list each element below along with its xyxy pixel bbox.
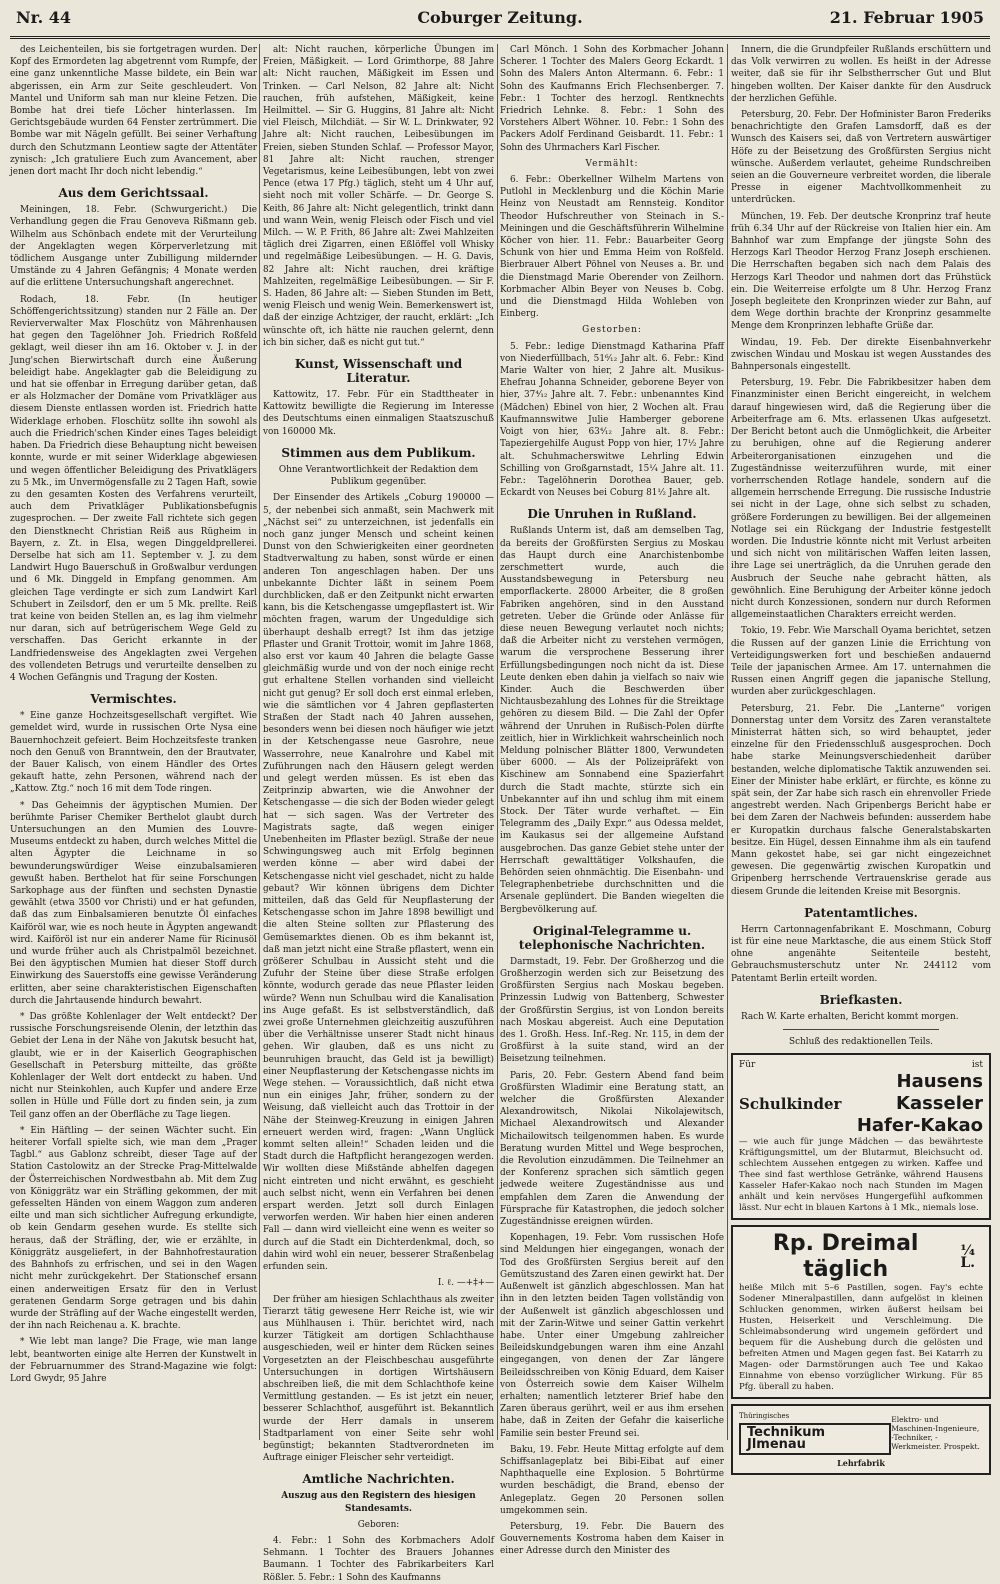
article-text: des Leichenteilen, bis sie fortgetragen wurden. Der Kopf des Ermordeten lag abgetrennt vom Rumpfe, der eine ganz unkenntliche Masse bildete, ein Bein war abgerissen, ein Arm zur Seite geschleudert. Von Mantel und Uniform sah man nur kleine Fetzen. Die Bombe hat drei tiefe Löcher hinterlassen. Im Gerichtsgebäude wurden 64 Fenster zertrümmert. Die Bombe war mit Nägeln gefüllt. Bei seiner Verhaftung durch den Schutzmann Leontiew sagte der Attentäter zynisch: „Ich gratuliere Euch zum Avancement, aber jenen dort macht Ihr doch nicht lebendig.“ bbox=[10, 45, 257, 178]
ad-body-text: — wie auch für junge Mädchen — das bewährteste Kräftigungsmittel, um der Blutarmut, Bleichsucht od. schlechtem Aussehen entgegen zu wirken. Kaffee und Thee sind fast werthlose Getränke, während Hausens Kasseler Hafer-Kakao noch nach Stunden im Magen anhält und kein nervöses Hungergefühl aufkommen lässt. Nur echt in blauen Kartons à 1 Mk., niemals lose. bbox=[739, 1137, 983, 1214]
article-subtitle: Auszug aus den Registern des hiesigen Standesamts. bbox=[281, 1491, 476, 1514]
column-2 bbox=[263, 44, 494, 1583]
article-text: Der früher am hiesigen Schlachthaus als zweiter Tierarzt tätig gewesene Herr Reiche ist, wie wir aus Mühlhausen i. Thür. berichtet wird, nach kurzer Tätigkeit am dortigen Schlachthause ausgeschieden, weil er hinter dem Rücken seines Vorgesetzten an der Fleischbeschau ausgeführte Untersuchungen in dortigen Wirtshäusern abschreiben ließ, die mit dem Schlachthofe keine Vermittlung gestanden. — Es ist jetzt ein neuer, besserer Schlachthof, ausgeführt ist. Bekanntlich wurde der Herr damals in unserem Stadtparlament von einer Seite sehr wohl begünstigt; bekannten Stadtverordneten im Auftrage einiger Fleischer sehr verteidigt. bbox=[263, 1294, 494, 1464]
ad-target-group: Schulkinder bbox=[739, 1095, 842, 1114]
article-text: * Wie lebt man lange? Die Frage, wie man lange lebt, beantworten einige alte Herren der Kunstwelt in der Februarnummer des Strand-Magazine wie folgt: Lord Gwydr, 95 Jahre bbox=[10, 1337, 257, 1384]
ad-for-label: Für bbox=[739, 1060, 756, 1071]
issue-date: 21. Februar 1905 bbox=[829, 8, 984, 27]
article-text: 6. Febr.: Oberkellner Wilhelm Martens von Putlohl in Mecklenburg und die Köchin Marie Heinz von Neustadt am Rennsteig. Konditor Theodor Hufschreuther von Steinach in S.-Meiningen und die Geschäftsführerin Wilhelmine Köcher von hier. 11. Febr.: Bauarbeiter Georg Schunk von hier und Emma Heim von Roßfeld. Bierbrauer Albert Pöhnel von Neuses a. Br. und die Dienstmagd Marie Oberender von Zeilhorn. Korbmacher Albin Beyer von Neuses b. Cobg. und die Dienstmagd Hilda Wohleben von Einberg. bbox=[500, 175, 724, 320]
ad-headline: Rp. Dreimal täglich bbox=[772, 1231, 919, 1283]
article-text: Petersburg, 19. Febr. Die Bauern des Gouvernements Kostroma haben dem Kaiser in einer Adresse durch den Minister des bbox=[500, 1521, 724, 1557]
ad-region: Thüringisches bbox=[739, 1412, 790, 1421]
ad-dosage: ¹⁄₄ L. bbox=[960, 1243, 976, 1272]
article-text: Paris, 20. Febr. Gestern Abend fand beim Großfürsten Wladimir eine Beratung statt, an welcher die Großfürsten Alexander Alexandrowitsch, Nikolai Nikolajewitsch, Michael Alexandrowitsch und Alexander Michailowitsch teilgenommen haben. Es wurde Beratung wurden Mittel und Wege besprochen, die Revolution einzudämmen. Die Teilnehmer an der Konferenz sprachen sich sämtlich gegen jedwede weitere Zugeständnisse aus und empfahlen dem Zaren die Anwendung der Fürsprache für Katastrophen, die jedoch solcher Zugeständnisse ereignen würden. bbox=[500, 1070, 724, 1228]
article-text: Petersburg, 21. Febr. Die „Lanterne“ vorigen Donnerstag unter dem Vorsitz des Zaren veranstaltete Ministerrat hätten sich, so wird behauptet, jeder einzelne für den Friedensschluß ausgesprochen. Doch habe starke Meinungsverschiedenheit darüber bestanden, welche diplomatische Taktik anzuwenden sei. Einer der Minister habe erklärt, er fürchte, es könne zu spät sein, der Zar habe sich rasch ein ehrenvoller Friede angestrebt werden. Nach Gripenbergs Bericht habe er bei dem Zaren der Nachweis befunden: ausserdem habe er Kuropatkin durchaus falsche Generalstabskarten besitze. Ein Hügel, dessen Einnahme ihm als ein taufend Mann gekostet habe, sei gar nicht eingezeichnet gewesen. Die gegenwärtig zwischen Kuropatkin und Gripenberg herrschende Vertrauenskrise gerade aus diesem Grunde die leitenden Kreise mit Besorgnis. bbox=[731, 703, 991, 897]
subheading: Vermählt: bbox=[585, 158, 639, 169]
article-text: Rodach, 18. Febr. (In heutiger Schöffengerichtssitzung) standen nur 2 Fälle an. Der Revierverwalter Max Floschütz von Mährenhausen hat gegen den Tagelöhner Joh. Friedrich Roßfeld geklagt, weil dieser ihn am 16. Oktober v. J. in der Jung'schen Bierwirtschaft durch eine Äußerung beleidigt habe. Angeklagter gab die Beleidigung zu und hat sie offenbar in Erregung darüber getan, daß er als Holzmacher der Domäne vom Privatkläger aus diesem Dienste entlassen worden ist. Friedrich hatte Widerklage erhoben. Floschütz sollte ihn sowohl als auch die Friedrich'schen Kinder eines Tages beleidigt haben. Da Friedrich diese Behauptung nicht beweisen konnte, wurde er mit seiner Widerklage abgewiesen und wegen öffentlicher Beleidigung des Privatklägers zu 5 Mk., im Unvermögensfalle zu 2 Tagen Haft, sowie zu den gesamten Kosten des Verfahrens verurteilt, auch dem Privatkläger Publikationsbefugnis zugesprochen. — Der zweite Fall richtete sich gegen den Dienstknecht Christian Reiß aus Rügheim in Bayern, z. Zt. in Elsa, wegen Dinggeldprellerei. Derselbe hat sich am 11. September v. J. zu dem Landwirt Hugo Bauerschuß in Großwalbur verdungen und 6 Mk. Dinggeld in Empfang genommen. Am gleichen Tage verdingte er sich zum Landwirt Karl Schubert in Zeilsdorf, den er um 5 Mk. prellte. Reiß trat keine von beiden Stellen an, es lag ihm vielmehr nur daran, sich auf betrügerischem Wege Geld zu verschaffen. Das Gericht erkannte in der Landfriedensweise des Angeklagten zwei Vergehen des vollendeten Betrugs und verurteilte denselben zu 4 Wochen Gefängnis und Tragung der Kosten. bbox=[10, 294, 257, 683]
subheading: Gestorben: bbox=[582, 325, 642, 336]
column-1 bbox=[10, 44, 257, 1440]
article-text: Innern, die die Grundpfeiler Rußlands erschüttern und das Volk verwirren zu wollen. Es heißt in der Adresse weiter, daß sie für ihr Selbstherrscher Gut und Blut hingeben wollten. Der Kaiser dankte für den Ausdruck der herzlichen Gefühle. bbox=[731, 45, 991, 104]
end-editorial-note: Schluß des redaktionellen Teils. bbox=[789, 1037, 933, 1048]
column-divider bbox=[259, 44, 260, 1440]
article-text: München, 19. Feb. Der deutsche Kronprinz traf heute früh 6.34 Uhr auf der Rückreise von Italien hier ein. Am Bahnhof war zum Empfange der jüngste Sohn des Herzogs Karl Theodor Herzog Franz Joseph erschienen. Die Herrschaften begaben sich nach dem Palais des Herzogs Karl Theodor und nahmen dort das Frühstück ein. Die Weiterreise erfolgte um 8 Uhr. Herzog Franz Joseph begleitete den Kronprinzen wieder zur Bahn, auf dem Wege dorthin brachte der Kronprinz gesammelte Menge dem Kronprinzen lebhafte Grüße dar. bbox=[731, 211, 991, 332]
article-text: Darmstadt, 19. Febr. Der Großherzog und die Großherzogin werden sich zur Beisetzung des Großfürsten Sergius nach Moskau begeben. Prinzessin Ludwig von Battenberg, Schwester der Großfürstin Sergius, ist von London bereits nach Moskau abgereist. Auch eine Deputation des 1. Großh. Hess. Inf.-Reg. Nr. 115, in dem der Großfürst à la suite stand, wird an der Beisetzung teilnehmen. bbox=[500, 956, 724, 1065]
ad-body-text: heiße Milch mit 5–6 Pastillen, sogen. Fay's echte Sodener Mineralpastillen, dann aufgelöst in kleinen Schlucken genommen, wirken äußerst heilsam bei Husten, Heiserkeit und Verschleimung. Die Schleimabsonderung wird ungemein gefördert und bequem für die Aushebung durch die gelösten und befreiten Atmen und Magen gegen fast. Bei Katarrh zu Magen- oder Darmstörungen auch Tee und Kakao Einnahme von ebenso vorzüglicher Wirkung. Für 85 Pfg. überall zu haben. bbox=[739, 1283, 983, 1393]
article-text: 5. Febr.: ledige Dienstmagd Katharina Pfaff von Niederfüllbach, 51⁶⁄₁₂ Jahr alt. 6. Febr.: Kind Marie Walter von hier, 2 Jahre alt. Musikus-Ehefrau Johanna Schneider, geborene Beyer von hier, 37⁴⁄₁₂ Jahre alt. 7. Febr.: unbenanntes Kind (Mädchen) Ebinel von hier, 2 Wochen alt. Frau Kaufmannswitwe Julie Hamberger geborene Voigt von hier, 63⁴⁄₁₂ Jahre alt. 8. Febr.: Tapeziergehilfe August Popp von hier, 17¹⁄₂ Jahre alt. Schuhmacherswitwe Lehrling Edwin Schilling von Großgarnstadt, 15¹⁄₄ Jahre alt. 11. Febr.: Tagelöhnerin Dorothea Bauer, geb. Eckardt von Neuses bei Coburg 81¹⁄₂ Jahre alt. bbox=[500, 341, 724, 499]
section-heading: Original-Telegramme u. telephonische Nachrichten. bbox=[518, 923, 706, 952]
section-heading: Vermischtes. bbox=[90, 692, 177, 707]
article-text: Carl Mönch. 1 Sohn des Korbmacher Johann Scherer. 1 Tochter des Malers Georg Eckardt. 1 Sohn des Malers Anton Altermann. 6. Febr.: 1 Sohn des Kaufmanns Erich Flechsenberger. 7. Febr.: 1 Tochter des herzogl. Rentknechts Friedrich Lehnke. 8. Febr.: 1 Sohn des Vorstehers Albert Wöhner. 10. Febr.: 1 Sohn des Packers Adolf Ferdinand Geisbardt. 11. Febr.: 1 Sohn des Uhrmachers Karl Fischer. bbox=[500, 45, 724, 153]
article-text: Rußlands Unterm ist, daß am demselben Tag, da bereits der Großfürsten Sergius zu Moskau das Haupt durch eine Anarchistenbombe zerschmettert wurde, auch die Ausstandsbewegung in Petersburg neu emporflackerte. 28000 Arbeiter, die 8 großen Fabriken angehören, sind in den Ausstand getreten. Ueber die Gründe oder Anlässe für diese neuen Bewegung verlautet noch nichts; daß die Arbeiter nicht zu verstehen vermögen, warum die versprochene Besserung ihrer Erfüllungsbedingungen noch nicht da ist. Diese Leute denken eben dahin ja vielfach so naiv wie Kinder. Auch die Beschwerden über Nichtausbezahlung des Lohnes für die Streiktage gehören zu diesem Bild. — Die Zahl der Opfer während der Unruhen in Rußisch-Polen dürfte zeitlich, hier in Wirklichkeit wahrscheinlich noch Meldung polnischer Blätter 1800, Verwundeten über 6000. — Als der Polizeipräfekt von Kischinew am Sonnabend eine Spazierfahrt durch die Stadt machte, stürzte sich ein Unbekannter auf ihn und schlug ihm mit einem Stock. Der Täter wurde verhaftet. — Ein Telegramm des „Daily Expr.“ aus Odessa meldet, im Kaukasus sei der allgemeine Aufstand ausgebrochen. Das ganze Gebiet stehe unter der Herrschaft gewalttätiger Volkshaufen, die Behörden seien ohnmächtig. Die Eisenbahn- und Telegraphenbetriebe durchschnitten und die Arsenale geplündert. Die Banden wiegelten die Bergbevölkerung auf. bbox=[500, 526, 724, 915]
article-subtitle: Ohne Verantwortlichkeit der Redaktion dem Publikum gegenüber. bbox=[278, 464, 479, 488]
ad-footer: Lehrfabrik bbox=[837, 1458, 885, 1469]
ad-product-title: Hafer-Kakao bbox=[856, 1115, 983, 1137]
article-text: Petersburg, 20. Febr. Der Hofminister Baron Frederiks benachrichtigte den Grafen Lamsdorff, daß es der Wunsch des Kaisers sei, daß von Vertretern auswärtiger Höfe zu der Beisetzung des Großfürsten Sergius nicht wünsche. Außerdem verlautet, geheime Rundschreiben seien an die Gouverneure verbreitet worden, die liberale Presse in eigener Machtvollkommenheit zu unterdrücken. bbox=[731, 110, 991, 206]
article-text: Baku, 19. Febr. Heute Mittag erfolgte auf dem Schiffsanlageplatz bei Bibi-Eibat auf einer Naphthaquelle eine Explosion. 5 Bohrtürme wurden beschädigt, die Brand, ebenso der Anlegeplatz. Gegen 20 Personen sollen umgekommen sein. bbox=[500, 1444, 724, 1516]
ad-programs: Elektro- und Maschinen-Ingenieure, -Techniker, -Werkmeister. Prospekt. bbox=[891, 1414, 980, 1451]
signature: I. ℓ. —+‡+— bbox=[437, 1278, 494, 1289]
article-text: Windau, 19. Feb. Der direkte Eisenbahnverkehr zwischen Windau und Moskau ist wegen Ausstandes des Bahnpersonals eingestellt. bbox=[731, 337, 991, 373]
section-heading: Aus dem Gerichtssaal. bbox=[58, 186, 209, 201]
article-text: Kopenhagen, 19. Febr. Vom russischen Hofe sind Meldungen hier eingegangen, wonach der Tod des Großfürsten Sergius bereit auf den Gemütszustand des Zaren einen gewirkt hat. Der Außenwelt ist gänzlich abgeschlossen. Man hat ihn in den letzten beiden Tagen vollständig von der Außenwelt ist gänzlich abgeschlossen und mit der Zarin-Witwe und seiner Gattin verkehrt habe. Unter einer Umgebung zahlreicher Beileidskundgebungen waren ihm eine Anzahl eingegangen, von denen der Zar längere Beileidsschreiben von König Eduard, dem Kaiser von Österreich sowie dem Kaiser Wilhelm erhalten; namentlich letzterer Brief habe den Zaren überaus gerührt, weil er aus ihm ersehen habe, daß in Zeiten der Gefahr die kaiserliche Familie sein bester Freund sei. bbox=[500, 1233, 724, 1439]
article-text: Rach W. Karte erhalten, Bericht kommt morgen. bbox=[741, 1011, 959, 1022]
page-number: Nr. 44 bbox=[16, 8, 71, 27]
article-text: Kattowitz, 17. Febr. Für ein Stadttheater in Kattowitz bewilligte die Regierung im Interesse des Deutschtums einen einmaligen Staatszuschuß von 160000 Mk. bbox=[263, 390, 494, 437]
article-text: Herrn Cartonnagenfabrikant E. Moschmann, Coburg ist für eine neue Marktasche, die aus einem Stück Stoff ohne angenähte Seitenteile besteht, Gebrauchsmusterschutz unter Nr. 244112 vom Patentamt Berlin erteilt worden. bbox=[731, 924, 991, 984]
article-text: * Eine ganze Hochzeitsgesellschaft vergiftet. Wie gemeldet wird, wurde in russischen Orte Nysa eine Bauernhochzeit gefeiert. Beim Hochzeitsfeste tranken noch den Genuß von Branntwein, den der Brautvater, der Bauer Kalisch, von einem Händler des Ortes gekauft hatte, zehn Personen, während nach der „Kattow. Ztg.“ noch 16 mit dem Tode ringen. bbox=[10, 711, 257, 795]
advertisement-hafer-kakao bbox=[731, 1053, 991, 1220]
section-heading: Briefkasten. bbox=[819, 992, 903, 1007]
newspaper-title: Coburger Zeitung. bbox=[417, 8, 583, 27]
column-4 bbox=[731, 44, 991, 1469]
section-heading: Amtliche Nachrichten. bbox=[302, 1472, 455, 1487]
section-heading: Patentamtliches. bbox=[804, 905, 918, 920]
advertisement-mineralpastillen bbox=[731, 1225, 991, 1399]
article-text: Meiningen, 18. Febr. (Schwurgericht.) Die Verhandlung gegen die Frau Genoveva Rißmann geb. Wilhelm aus Schönbach endete mit der Verurteilung der Angeklagten wegen Körperverletzung mit tödlichem Ausgange unter Zubilligung mildernder Umstände zu 4 Jahren Gefängnis; 4 Monate werden auf die erlittene Untersuchungshaft angerechnet. bbox=[10, 205, 257, 289]
article-text: * Das Geheimnis der ägyptischen Mumien. Der berühmte Pariser Chemiker Berthelot glaubt durch Untersuchungen an den Mumien des Louvre-Museums entdeckt zu haben, durch welches Mittel die alten Ägypter die Leichname in so bewunderungswürdiger Weise einzubalsamieren gewußt haben. Berthelot hat für seine Forschungen Sarkophage aus der fünften und sechsten Dynastie gewählt (etwa 3500 vor Christi) und er hat gefunden, daß das zum Einbalsamieren benutzte Öl einfaches Kaiföröl war, wie es noch heute in Ägypten angewandt wird. Kaiföröl ist nur ein anderer Name für Ricinusöl und wurde früher auch als Christpalmöl bezeichnet. Bei den ägyptischen Mumien hat dieser Stoff durch Einwirkung des Sauerstoffs eine gewisse Veränderung erlitten, aber seine charakteristischen Eigenschaften durch die Jahrtausende hindurch bewahrt. bbox=[10, 800, 257, 1006]
article-text: * Ein Häftling — der seinen Wächter sucht. Ein heiterer Vorfall spielte sich, wie man dem „Prager Tagbl.“ aus Gablonz schreibt, dieser Tage auf der Station Castolowitz an der Strecke Prag-Mittelwalde der Österreichischen Nordwestbahn ab. Mit dem Zug von Königgrätz war ein Sträfling gekommen, der mit gefesselten Händen von einem Waggon zum anderen eilte und man sich sichtlicher Aufregung erkundigte, ob kein Gendarm gesehen wurde. Es stellte sich heraus, daß der Sträfling, der, wie er erzählte, in Königgrätz ausgeliefert, in der Bahnhofrestauration des Bahnhofs zu erfrischen, und sei in den Wagen nicht mehr zurückgekehrt. Der Stationschef ersann einen anderweitigen Ersatz für den in Verlust geratenen Gendarm Sorge getragen und bis dahin wurde der Sträfling auf der Wache eingestellt werden, der ihn nach Reichenau a. K. brachte. bbox=[10, 1125, 257, 1332]
ad-is-label: ist bbox=[971, 1060, 983, 1071]
section-heading: Die Unruhen in Rußland. bbox=[527, 507, 697, 522]
article-text: alt: Nicht rauchen, körperliche Übungen im Freien, Mäßigkeit. — Lord Grimthorpe, 88 Jahre alt: Nicht rauchen, Mäßigkeit im Essen und Trinken. — Carl Nelson, 82 Jahre alt: Nicht rauchen, früh aufstehen, Mäßigkeit, keine Heilmittel. — Sir G. Huggins, 81 Jahre alt: Nicht viel Fleisch, Milchdiät. — Sir W. L. Drinkwater, 92 Jahre alt: Nicht rauchen, Leibesübungen im Freien, sieben Stunden Schlaf. — Professor Mayor, 81 Jahre alt: Nicht rauchen, strenger Vegetarismus, keine Leibesübungen, lebt von zwei Pence (etwa 17 Pfg.) täglich, steht um 4 Uhr auf, sieht noch mit voller Schärfe. — Dr. George S. Keith, 86 Jahre alt: Nicht gelegentlich, trinkt dann und wann Wein, wenig Fleisch oder Fisch und viel Milch. — W. P. Frith, 86 Jahre alt: Zwei Mahlzeiten täglich drei Zigarren, einen Eßlöffel voll Whisky und regelmäßige Leibesübungen. — H. G. Davis, 82 Jahre alt: Nicht rauchen, drei kräftige Mahlzeiten, regelmäßige Leibesübungen. — Sir F. S. Haden, 86 Jahre alt: — Sieben Stunden im Bett, wenig Fleisch und wenig Wein. Bemerkenswert ist, daß der einzige Achtziger, der raucht, erklärt: „Ich wünschte oft, ich hätte nie rauchen gelernt, denn ich bin sicher, daß es nicht gut tut.“ bbox=[263, 45, 494, 348]
article-text: Tokio, 19. Febr. Wie Marschall Oyama berichtet, setzen die Russen auf der ganzen Linie die Errichtung von Verteidigungswerken fort und beschießen andauernd Teile der japanischen Armee. Am 17. unternahmen die Russen einen Angriff gegen die japanische Stellung, wurden aber zurückgeschlagen. bbox=[731, 626, 991, 698]
page-header bbox=[10, 6, 990, 39]
ad-brand-title: Hausens Kasseler bbox=[896, 1071, 983, 1115]
ad-school-logo: Technikum Jlmenau bbox=[739, 1423, 891, 1455]
column-3 bbox=[500, 44, 724, 1557]
section-heading: Stimmen aus dem Publikum. bbox=[281, 445, 476, 460]
advertisement-technikum bbox=[731, 1404, 991, 1475]
article-text: Petersburg, 19. Febr. Die Fabrikbesitzer haben dem Finanzminister einen Bericht eingereicht, in welchem darauf hingewiesen wird, daß die Regierung über die Arbeiterfrage am 6. Mts. erlassenen Ukas aufgesetzt. Der Bericht betont auch die Unmöglichkeit, die Arbeiter zu beruhigen, ohne auf die Regierung anderer Arbeiterorganisationen einzugehen und die Zugeständnisse weiterzuführen wurde, mit einer vorherrschenden Rotlage handele, sondern auf die allgemein herrschende Erregung. Die russische Industrie sei nicht in der Lage, ohne sich selbst zu schaden, größere Forderungen zu bewilligen. Bei der allgemeinen Notlage sei ein Rückgang der Industrie festgestellt worden. Die Industrie könnte nicht mit Verlust arbeiten und sich nicht von militärischen Waffen leiten lassen, ihre Lage sei unerträglich, da die Unruhen gerade den Ausbruch der Seuche nahe gebracht hätten, als gewöhnlich. Eine Beruhigung der Arbeiter könne jedoch nicht durch Konzessionen, sondern nur durch Reformen allgemeinstaatlichen Charakters erreicht werden. bbox=[731, 378, 991, 621]
article-text: 4. Febr.: 1 Sohn des Korbmachers Adolf Sehmann. 1 Tochter des Brauers Johannes Baumann. 1 Tochter des Fabrikarbeiters Karl Rößler. 5. Febr.: 1 Sohn des Kaufmanns bbox=[263, 1535, 494, 1583]
column-divider bbox=[497, 44, 498, 1440]
article-text: * Das größte Kohlenlager der Welt entdeckt? Der russische Forschungsreisende Olenin, der letzthin das Gebiet der Lena in der Nähe von Jakutsk besucht hat, glaubt, wie er in der Kaiserlich Geographischen Gesellschaft in Petersburg mitteilte, das größte Kohlenlager der Welt dort entdeckt zu haben. Und nicht nur Steinkohlen, auch Kupfer und andere Erze sollen in Hülle und Fülle dort zu finden sein, ja zum Teil ganz offen an der Oberfläche zu Tage liegen. bbox=[10, 1012, 257, 1120]
column-divider bbox=[727, 44, 728, 1440]
article-subtitle: Geboren: bbox=[357, 1519, 400, 1530]
article-text: Der Einsender des Artikels „Coburg 190000 — 5, der nebenbei sich anmaßt, sein Machwerk mit „Nächst sei“ zu unterzeichnen, ist jedenfalls ein noch ganz junger Mensch und scheint keinen Dunst von den Schwierigkeiten einer geordneten Stadtverwaltung zu haben, sonst würde er einen anderen Ton angeschlagen haben. Der uns unbekannte Dichter läßt in seinem Poem durchblicken, daß er den Zeitpunkt nicht erwarten kann, bis die Ketschengasse umgepflastert ist. Wir möchten fragen, warum der Ungeduldige sich überhaupt deshalb erregt? Ist ihm das jetzige Pflaster und Granit Trottoir, womit im Jahre 1868, also erst vor kaum 40 Jahren die belagte Gasse gleichmäßig wurde und von der noch einige recht gut erhaltene Stellen vorhanden sind vielleicht nicht gut genug? Er soll doch erst einmal erleben, wie die sämtlichen vor 4 Jahren gepflasterten Straßen der Stadt nach 40 Jahren aussehen, besonders wenn bei diesen noch häufiger wie jetzt in der Ketschengasse neue Gasrohre, neue Wasserrohre, neue Kanalrohre und Kabel mit Zuführungen nach den Häusern gelegt werden und gelegt werden müssen. Es ist eben das Zeitprinzip abwarten, wie die Anwohner der Ketschengasse — die sich der Boden wieder gelegt hat — sich sagen. Was der Vertreter des Magistrats sagte, daß wegen einiger Unebenheiten im Pflaster bezügl. Straße der neue Schwingungsweg auch mit Erfolg beginnen werden könne — aber wird dabei der Ketschengasse nicht viel geschadet, nicht zu halde gebaut? Wir können übrigens dem Dichter mitteilen, daß das Geld für Neupflasterung der Ketschengasse schon im Jahre 1898 bewilligt und die alten Steine sollten zur Pflasterung des Gemüsemarktes dienen. Ob es ihm bekannt ist, daß man jetzt nicht eine Straße pflastert, wenn ein größerer Schulbau in Aussicht steht und die Zufuhr der Steine über diese Straße erfolgen könnte, wodurch gerade das neue Pflaster leiden würde? Wenn nun Schulbau wird die Kanalisation ins Auge gefaßt. Es ist selbstverständlich, daß zwei große Unternehmen gleichzeitig auszuführen über die Verhältnisse unserer Stadt nicht hinaus gehen. Wir glauben, daß es uns nicht zu beunruhigen braucht, das Geld ist ja bewilligt) einer Neupflasterung der Ketschengasse nichts im Wege stehen. — Voraussichtlich, daß nicht etwa nun ein einiges Jahr, früher, sondern zu der Weisung, daß vielleicht auch das Trottoir in der Nähe der Steinweg-Kreuzung in einigen Jahren erneuert werden wird, fragen: „Wann Unglück kommt selten allein!“ Schaden leiden und die Stadt durch die Haftpflicht herangezogen werden. Wir wollten diese Mißstände abhelfen dagegen nicht eintreten und nicht erwähnt, es geschieht auch selbst nicht, wenn ein Verfahren bei denen erspart werden. Jetzt soll durch Einlagen verworfen werden. Wir haben hier einen anderen Fall — dann wird vielleicht eine wenn es weiter so durch auf die Stadt ein Dichterdenkmal, doch, so dahin wird wohl ein neuer, besserer Straßenbelag erfunden sein. bbox=[263, 493, 494, 1273]
section-heading: Kunst, Wissenschaft und Literatur. bbox=[294, 357, 463, 386]
divider bbox=[783, 1029, 939, 1030]
